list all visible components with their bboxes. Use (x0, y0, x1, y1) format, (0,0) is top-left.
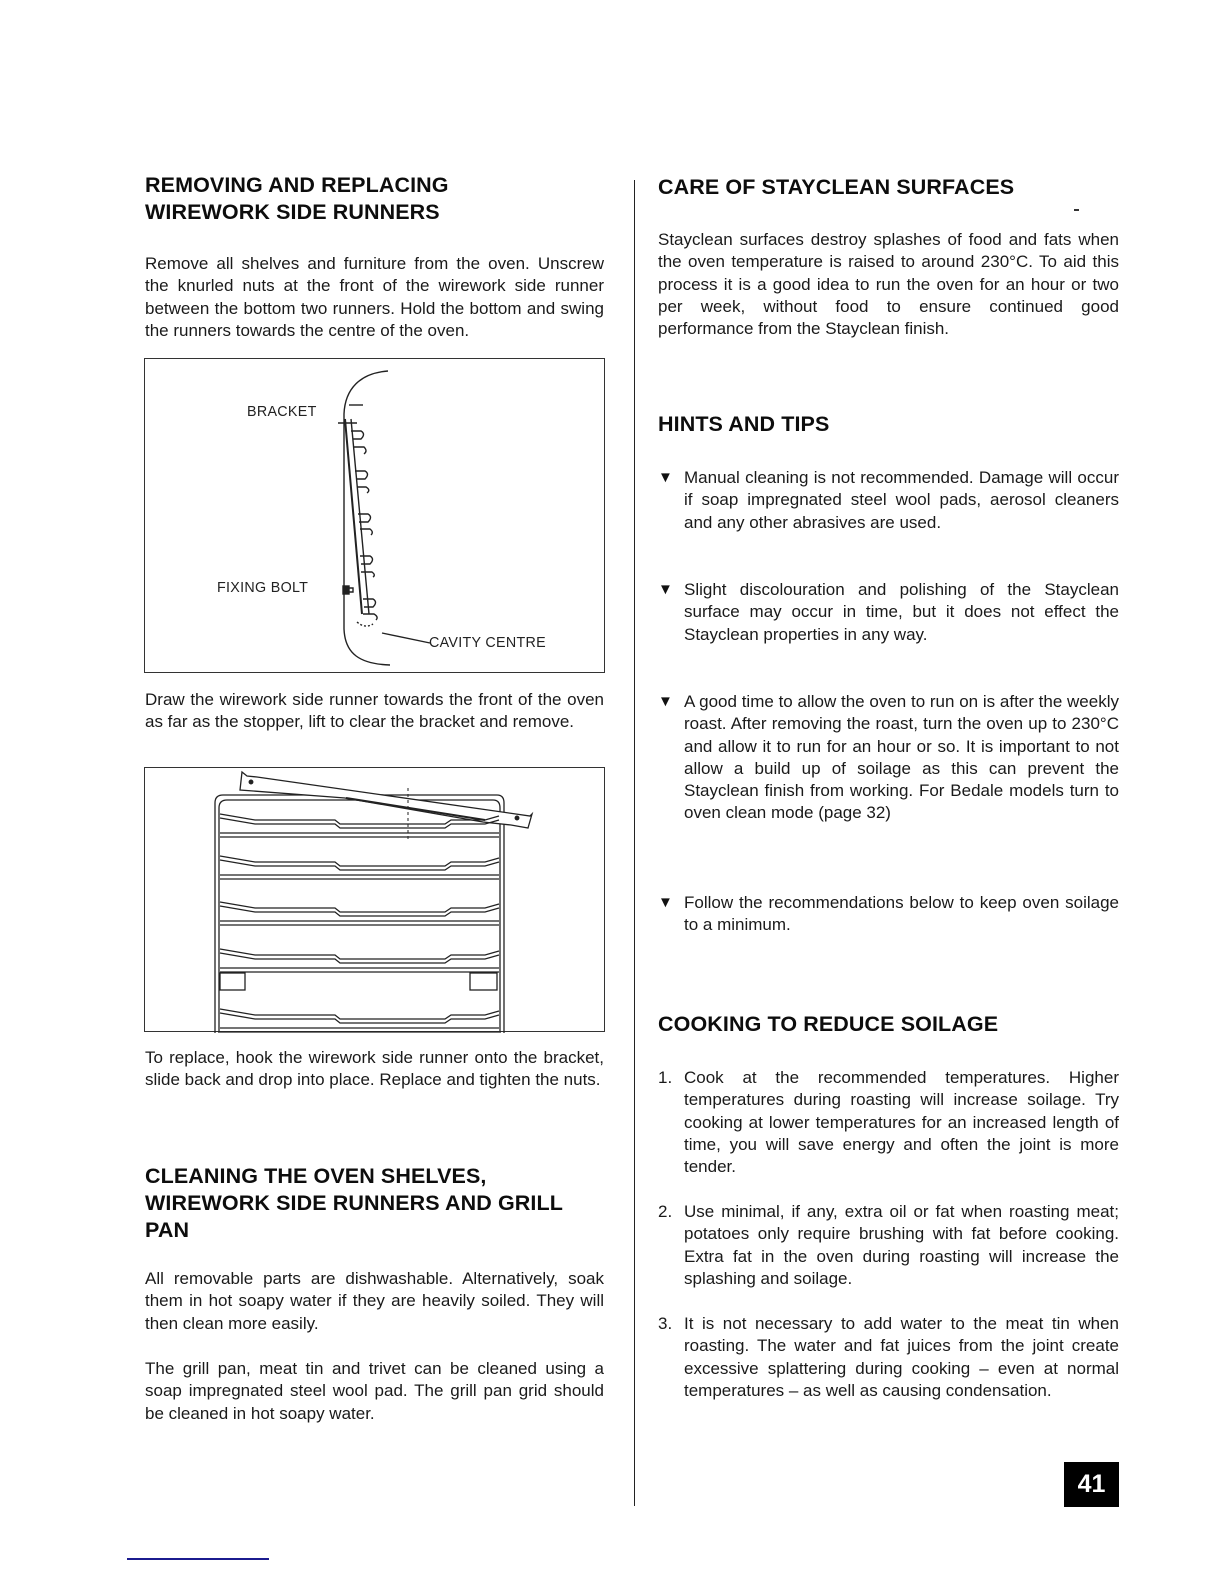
figure-side-runner-bracket (144, 358, 605, 673)
paragraph-grill-pan: The grill pan, meat tin and trivet can be cleaned using a soap impregnated steel wool pad. The grill pan grid should be cleaned in hot soapy water. (145, 1359, 604, 1423)
hint-item: Follow the recommendations below to keep oven soilage to a minimum. (684, 893, 1119, 935)
triangle-bullet-icon: ▼ (658, 469, 673, 486)
paragraph-stayclean: Stayclean surfaces destroy splashes of food and fats when the oven temperature is raised to around 230°C. To aid this process it is a good idea to run the oven for an hour or two per week, without food to ensure continued good performance from the Stayclean finish. (658, 230, 1119, 339)
figure-runner-removal (144, 767, 605, 1032)
heading-line: REMOVING AND REPLACING (145, 173, 449, 197)
section-heading-stayclean: CARE OF STAYCLEAN SURFACES (658, 175, 1015, 199)
hint-item: Slight discolouration and polishing of the Stayclean surface may occur in time, but it does not effect the Stayclean properties in any way. (684, 580, 1119, 644)
list-number: 3. (658, 1314, 673, 1333)
footer-rule (127, 1558, 269, 1560)
paragraph-remove-instructions: Remove all shelves and furniture from the oven. Unscrew the knurled nuts at the front of the wirework side runner between the bottom two runners. Hold the bottom and swing the runners towards the centre of the oven. (145, 254, 604, 340)
label-bracket: BRACKET (247, 404, 317, 420)
section-heading-cleaning-shelves (145, 1163, 563, 1244)
heading-line: CLEANING THE OVEN SHELVES, (145, 1164, 487, 1188)
list-number: 2. (658, 1202, 673, 1221)
triangle-bullet-icon: ▼ (658, 693, 673, 710)
paragraph-dishwashable: All removable parts are dishwashable. Alternatively, soak them in hot soapy water if they are heavily soiled. They will then clean more easily. (145, 1269, 604, 1333)
label-fixing-bolt: FIXING BOLT (217, 580, 309, 596)
list-number: 1. (658, 1068, 673, 1087)
paragraph-draw-runner: Draw the wirework side runner towards the front of the oven as far as the stopper, lift to clear the bracket and remove. (145, 690, 604, 732)
paragraph-replace-runner: To replace, hook the wirework side runner onto the bracket, slide back and drop into place. Replace and tighten the nuts. (145, 1048, 604, 1090)
hint-item: A good time to allow the oven to run on is after the weekly roast. After removing the roast, turn the oven up to 230°C and allow it to run for an hour or so. It is important to not allow a build up of soilage as this can prevent the Stayclean finish from working. For Bedale models turn to oven clean mode (page 32) (684, 692, 1119, 823)
list-item: Cook at the recommended temperatures. Higher temperatures during roasting will increase soilage. Try cooking at lower temperatures for an increased length of time, you will save energy and often the joint is more tender. (684, 1068, 1119, 1177)
triangle-bullet-icon: ▼ (658, 581, 673, 598)
list-item: It is not necessary to add water to the meat tin when roasting. The water and fat juices from the joint create excessive splattering during cooking – even at normal temperatures – as well as causing condensation. (684, 1314, 1119, 1400)
label-cavity-centre: CAVITY CENTRE (429, 635, 546, 651)
heading-line: WIREWORK SIDE RUNNERS (145, 200, 440, 224)
page-number-badge: 41 (1064, 1462, 1119, 1507)
hint-item: Manual cleaning is not recommended. Damage will occur if soap impregnated steel wool pads, aerosol cleaners and any other abrasives are used. (684, 468, 1119, 532)
triangle-bullet-icon: ▼ (658, 894, 673, 911)
list-item: Use minimal, if any, extra oil or fat when roasting meat; potatoes only require brushing with fat before cooking. Extra fat in the oven during roasting will increase the splashing and soilage. (684, 1202, 1119, 1288)
heading-line: WIREWORK SIDE RUNNERS AND GRILL (145, 1191, 563, 1215)
section-heading-removing-runners (145, 172, 449, 226)
heading-line: PAN (145, 1218, 190, 1242)
section-heading-hints-tips: HINTS AND TIPS (658, 412, 830, 436)
side-runner-diagram-icon (145, 359, 606, 674)
runner-removal-diagram-icon (145, 768, 606, 1033)
column-divider (634, 180, 635, 1506)
section-heading-cooking-soilage: COOKING TO REDUCE SOILAGE (658, 1012, 999, 1036)
stray-mark (1074, 209, 1079, 211)
